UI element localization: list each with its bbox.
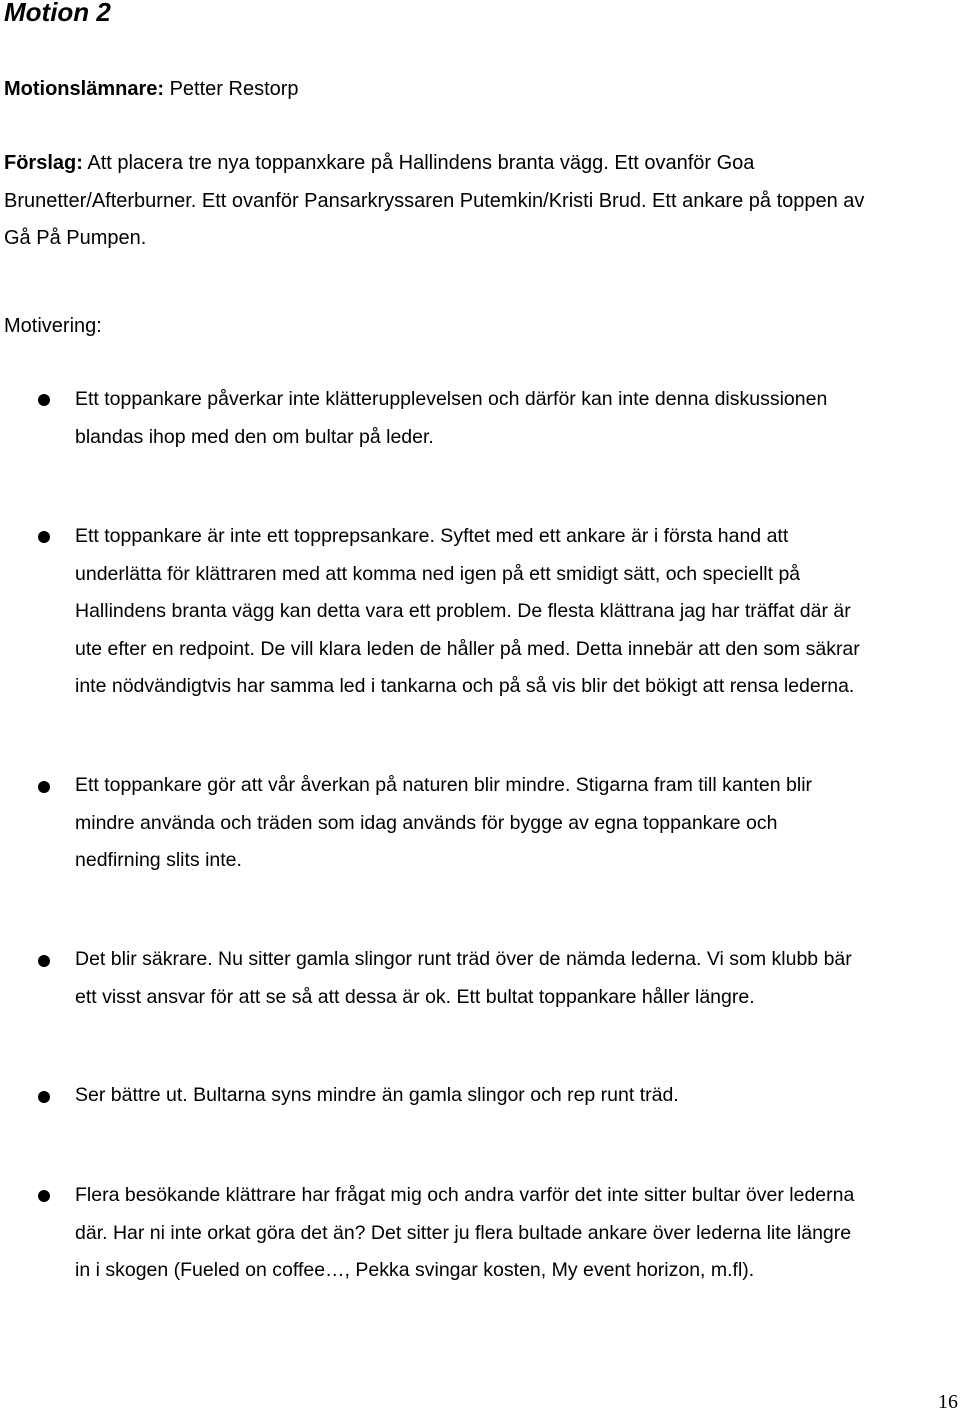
bullet-line: in i skogen (Fueled on coffee…, Pekka svingar kosten, My event horizon, m.fl). — [75, 1259, 755, 1281]
bullet-dot — [38, 394, 50, 406]
bullet-item — [75, 767, 812, 880]
proposal-line: Gå På Pumpen. — [4, 227, 147, 249]
bullet-line: ett visst ansvar för att se så att dessa är ok. Ett bultat toppankare håller längre. — [75, 985, 755, 1008]
bullet-item — [75, 941, 852, 1016]
bullet-item — [75, 518, 860, 706]
motivation-label: Motivering — [4, 315, 97, 337]
bullet-dot — [38, 781, 50, 793]
bullet-line: Ser bättre ut. Bultarna syns mindre än gamla slingor och rep runt träd. — [75, 1084, 679, 1106]
bullet-line: ute efter en redpoint. De vill klara leden de håller på med. Detta innebär att den som säkrar — [75, 637, 860, 660]
proposal-line: Brunetter/Afterburner. Ett ovanför Pansarkryssaren Putemkin/Kristi Brud. Ett ankare på toppen av — [4, 189, 865, 212]
bullet-dot — [38, 531, 50, 543]
bullet-line: Det blir säkrare. Nu sitter gamla slingor runt träd över de nämda lederna. Vi som klubb bär — [75, 948, 852, 970]
proposal-line: Att placera tre nya toppanxkare på Hallindens branta vägg. Ett ovanför Goa — [87, 152, 755, 174]
bullet-dot — [38, 955, 50, 967]
bullet-line: där. Har ni inte orkat göra det än? Det sitter ju flera bultade ankare över lederna lite längre — [75, 1221, 852, 1244]
submitter-row — [4, 71, 299, 109]
bullet-line: Ett toppankare gör att vår åverkan på naturen blir mindre. Stigarna fram till kanten blir — [75, 774, 813, 796]
motivation-heading — [4, 308, 102, 346]
page-number: 16 — [938, 1391, 958, 1413]
bullet-dot — [38, 1091, 50, 1103]
motivation-colon: : — [96, 315, 102, 337]
bullet-line: Ett toppankare är inte ett topprepsankare. Syftet med ett ankare är i första hand att — [75, 525, 789, 547]
page-title: Motion 2 — [4, 0, 111, 27]
bullet-line: underlätta för klättraren med att komma ned igen på ett smidigt sätt, och speciellt på — [75, 562, 801, 585]
bullet-item — [75, 381, 827, 456]
bullet-dot — [38, 1190, 50, 1202]
bullet-item — [75, 1177, 854, 1290]
bullet-line: Hallindens branta vägg kan detta vara ett problem. De flesta klättrana jag har träffat där är — [75, 600, 851, 622]
bullet-line: blandas ihop med den om bultar på leder. — [75, 425, 434, 448]
bullet-line: nedfirning slits inte. — [75, 849, 242, 871]
submitter-label: Motionslämnare: — [4, 78, 165, 100]
proposal-label: Förslag: — [4, 152, 83, 174]
submitter-name: Petter Restorp — [169, 78, 299, 100]
bullet-line: mindre använda och träden som idag används för bygge av egna toppankare och — [75, 811, 778, 834]
bullet-item — [75, 1077, 679, 1115]
bullet-line: inte nödvändigtvis har samma led i tankarna och på så vis blir det bökigt att rensa lederna. — [75, 675, 855, 697]
bullet-line: Flera besökande klättrare har frågat mig och andra varför det inte sitter bultar över lederna — [75, 1184, 855, 1206]
bullet-line: Ett toppankare påverkar inte klätterupplevelsen och därför kan inte denna diskussionen — [75, 388, 828, 410]
proposal-block — [4, 145, 864, 258]
